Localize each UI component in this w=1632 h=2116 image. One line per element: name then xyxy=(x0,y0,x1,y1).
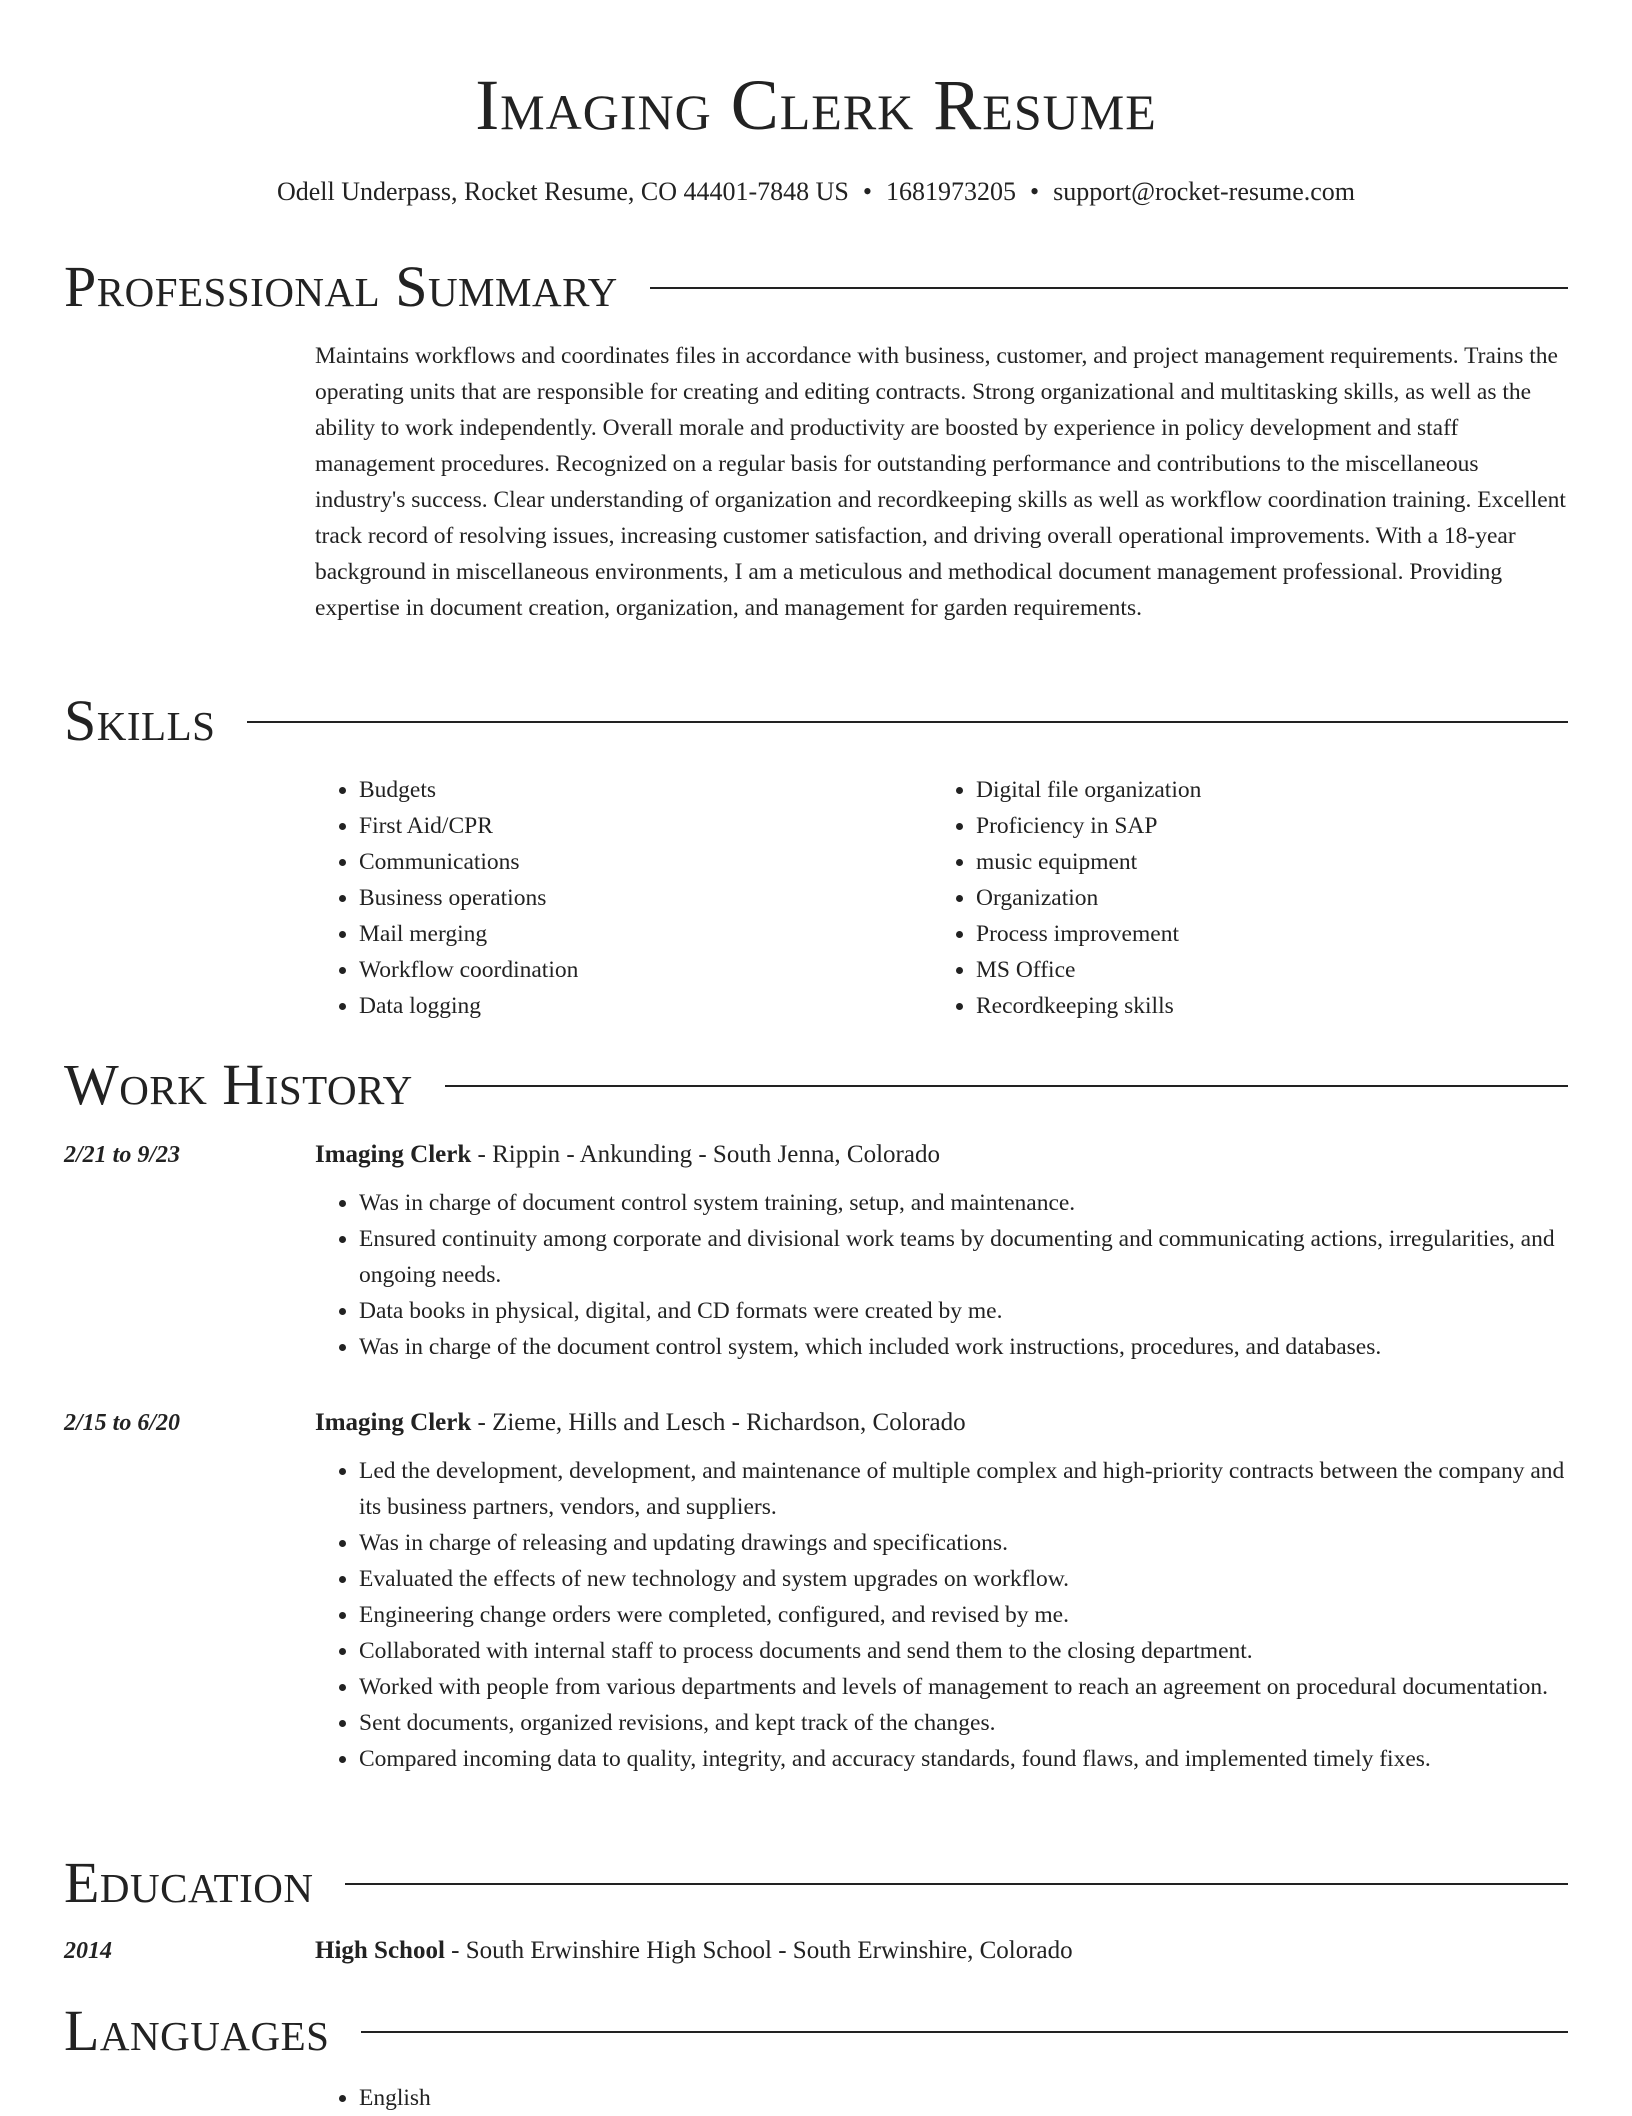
work-heading: Work History xyxy=(64,1052,413,1117)
job-header xyxy=(315,1137,1568,1173)
job-bullet: • Was in charge of document control system training, setup, and maintenance. xyxy=(359,1185,1568,1221)
resume-title: Imaging Clerk Resume xyxy=(475,65,1157,145)
section-divider xyxy=(247,721,1568,723)
job-bullet: • Was in charge of the document control system, which included work instructions, procedures, and databases. xyxy=(359,1329,1568,1365)
section-divider xyxy=(345,1883,1568,1885)
job-bullet: • Worked with people from various departments and levels of management to reach an agreement on procedural documentation. xyxy=(359,1669,1568,1705)
job-entry xyxy=(315,1137,1568,1365)
skill-item: • MS Office xyxy=(976,952,1549,988)
contact-email[interactable]: support@rocket-resume.com xyxy=(1053,177,1356,206)
skills-columns xyxy=(315,772,1568,1024)
skill-item: • Business operations xyxy=(359,880,932,916)
summary-heading: Professional Summary xyxy=(64,254,618,319)
job-title: Imaging Clerk xyxy=(315,1141,472,1168)
skill-item: • Proficiency in SAP xyxy=(976,808,1549,844)
contact-phone: 1681973205 xyxy=(886,177,1016,206)
education-degree: High School xyxy=(315,1937,445,1964)
summary-section-header xyxy=(64,252,1568,322)
skill-item: • Communications xyxy=(359,844,932,880)
section-divider xyxy=(650,287,1568,289)
skill-item: • Data logging xyxy=(359,988,932,1024)
job-bullet: • Was in charge of releasing and updating drawings and specifications. xyxy=(359,1525,1568,1561)
education-line xyxy=(315,1933,1568,1969)
skills-body xyxy=(315,772,1568,1024)
education-entry xyxy=(315,1933,1568,1981)
education-section-header xyxy=(64,1848,1568,1918)
languages-body xyxy=(315,2080,1568,2116)
skill-item: • music equipment xyxy=(976,844,1549,880)
languages-heading: Languages xyxy=(64,1998,330,2063)
job-bullet: • Ensured continuity among corporate and divisional work teams by documenting and communicating actions, irregularities, and ongoing needs. xyxy=(359,1221,1568,1293)
job-header xyxy=(315,1405,1568,1441)
job-title: Imaging Clerk xyxy=(315,1409,472,1436)
skills-list-right xyxy=(932,772,1549,1024)
job-dates: 2/15 to 6/20 xyxy=(64,1410,181,1436)
skill-item: • Process improvement xyxy=(976,916,1549,952)
summary-text: Maintains workflows and coordinates files in accordance with business, customer, and project management requirements. Trains the operating units that are responsible for creating and editing contracts. Strong organizational and multitasking skills, as well as the ability to work independently. Overall morale and productivity are boosted by experience in policy development and staff management procedures. Recognized on a regular basis for outstanding performance and contributions to the miscellaneous industry's success. Clear understanding of organization and recordkeeping skills as well as workflow coordination training. Excellent track record of resolving issues, increasing customer satisfaction, and driving overall operational improvements. With a 18-year background in miscellaneous environments, I am a meticulous and methodical document management professional. Providing expertise in document creation, organization, and management for garden requirements. xyxy=(315,343,1566,621)
job-bullet: • Evaluated the effects of new technology and system upgrades on workflow. xyxy=(359,1561,1568,1597)
education-year: 2014 xyxy=(64,1938,112,1964)
job-dates: 2/21 to 9/23 xyxy=(64,1142,181,1168)
skills-list-left xyxy=(315,772,932,1024)
contact-separator: • xyxy=(1030,177,1040,206)
work-section-header xyxy=(64,1050,1568,1120)
contact-address: Odell Underpass, Rocket Resume, CO 44401-7848 US xyxy=(276,177,849,206)
skill-item: • First Aid/CPR xyxy=(359,808,932,844)
contact-line xyxy=(0,175,1632,209)
skill-item: • Organization xyxy=(976,880,1549,916)
job-bullet: • Data books in physical, digital, and CD formats were created by me. xyxy=(359,1293,1568,1329)
skill-item: • Budgets xyxy=(359,772,932,808)
section-divider xyxy=(445,1085,1568,1087)
summary-body xyxy=(315,338,1568,626)
skill-item: • Digital file organization xyxy=(976,772,1549,808)
skills-heading: Skills xyxy=(64,688,216,753)
job-bullet: • Led the development, development, and maintenance of multiple complex and high-priority contracts between the company and its business partners, vendors, and suppliers. xyxy=(359,1453,1568,1525)
language-item: • English xyxy=(359,2080,1568,2116)
languages-section-header xyxy=(64,1996,1568,2066)
education-heading: Education xyxy=(64,1850,314,1915)
job-bullets xyxy=(315,1453,1568,1777)
job-entry xyxy=(315,1405,1568,1777)
section-divider xyxy=(361,2031,1568,2033)
skill-item: • Recordkeeping skills xyxy=(976,988,1549,1024)
job-details: - Zieme, Hills and Lesch - Richardson, Colorado xyxy=(471,1409,966,1436)
skills-section-header xyxy=(64,686,1568,756)
skill-item: • Workflow coordination xyxy=(359,952,932,988)
job-bullet: • Engineering change orders were completed, configured, and revised by me. xyxy=(359,1597,1568,1633)
job-details: - Rippin - Ankunding - South Jenna, Colorado xyxy=(471,1141,940,1168)
education-details: - South Erwinshire High School - South Erwinshire, Colorado xyxy=(444,1937,1073,1964)
job-bullet: • Collaborated with internal staff to process documents and send them to the closing department. xyxy=(359,1633,1568,1669)
job-bullet: • Compared incoming data to quality, integrity, and accuracy standards, found flaws, and implemented timely fixes. xyxy=(359,1741,1568,1777)
skill-item: • Mail merging xyxy=(359,916,932,952)
contact-separator: • xyxy=(862,177,872,206)
job-bullets xyxy=(315,1185,1568,1365)
languages-list xyxy=(315,2080,1568,2116)
job-bullet: • Sent documents, organized revisions, and kept track of the changes. xyxy=(359,1705,1568,1741)
